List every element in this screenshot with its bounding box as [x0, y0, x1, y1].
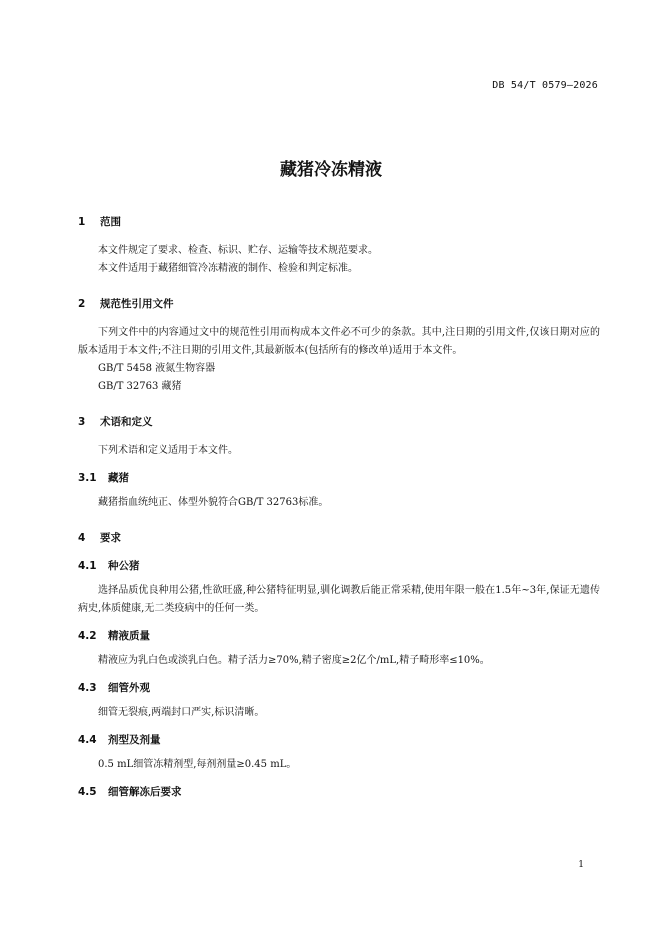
subsection-heading — [78, 784, 600, 800]
section-title: 细管外观 — [108, 682, 150, 694]
section-number: 4.3 — [78, 682, 97, 694]
document-body — [78, 214, 600, 808]
paragraph: 选择品质优良种用公猪,性欲旺盛,种公猪特征明显,驯化调教后能正常采精,使用年限一般在1.5年~3年,保证无遗传病史,体质健康,无二类疫病中的任何一类。 — [78, 585, 600, 614]
subsection-heading — [78, 628, 600, 644]
paragraph: 本文件规定了要求、检查、标识、贮存、运输等技术规范要求。 — [98, 245, 378, 256]
section-heading — [78, 530, 600, 546]
section-number: 3.1 — [78, 472, 97, 484]
section-number: 3 — [78, 416, 86, 428]
section-title: 剂型及剂量 — [108, 734, 161, 746]
paragraph: 精液应为乳白色或淡乳白色。精子活力≥70%,精子密度≥2亿个/mL,精子畸形率≤10%。 — [98, 655, 490, 666]
paragraph: 下列文件中的内容通过文中的规范性引用而构成本文件必不可少的条款。其中,注日期的引用文件,仅该日期对应的版本适用于本文件;不注日期的引用文件,其最新版本(包括所有的修改单)适用于本文件。 — [78, 327, 600, 356]
paragraph: 本文件适用于藏猪细管冷冻精液的制作、检验和判定标准。 — [98, 263, 358, 274]
paragraph: 细管无裂痕,两端封口严实,标识清晰。 — [98, 707, 265, 718]
section-title: 精液质量 — [108, 630, 150, 642]
document-title: 藏猪冷冻精液 — [280, 160, 382, 180]
section-heading — [78, 296, 600, 312]
subsection-heading — [78, 732, 600, 748]
reference-item: GB/T 5458 液氮生物容器 — [98, 363, 216, 374]
section-title: 种公猪 — [108, 560, 140, 572]
section-heading — [78, 414, 600, 430]
section-number: 2 — [78, 298, 86, 310]
section-heading — [78, 214, 600, 230]
subsection-heading — [78, 470, 600, 486]
section-number: 1 — [78, 216, 86, 228]
section-number: 4.4 — [78, 734, 97, 746]
document-code: DB 54/T 0579—2026 — [492, 80, 598, 91]
page-number: 1 — [578, 860, 584, 870]
paragraph: 0.5 mL细管冻精剂型,每剂剂量≥0.45 mL。 — [98, 759, 297, 770]
reference-item: GB/T 32763 藏猪 — [98, 381, 182, 392]
section-title: 规范性引用文件 — [100, 298, 174, 310]
section-title: 细管解冻后要求 — [108, 786, 182, 798]
section-title: 要求 — [100, 532, 121, 544]
section-title: 术语和定义 — [100, 416, 153, 428]
section-number: 4.1 — [78, 560, 97, 572]
section-title: 藏猪 — [108, 472, 129, 484]
subsection-heading — [78, 558, 600, 574]
subsection-heading — [78, 680, 600, 696]
paragraph: 藏猪指血统纯正、体型外貌符合GB/T 32763标准。 — [98, 497, 329, 508]
paragraph: 下列术语和定义适用于本文件。 — [98, 445, 238, 456]
section-number: 4 — [78, 532, 86, 544]
section-title: 范围 — [100, 216, 121, 228]
section-number: 4.5 — [78, 786, 97, 798]
section-number: 4.2 — [78, 630, 97, 642]
